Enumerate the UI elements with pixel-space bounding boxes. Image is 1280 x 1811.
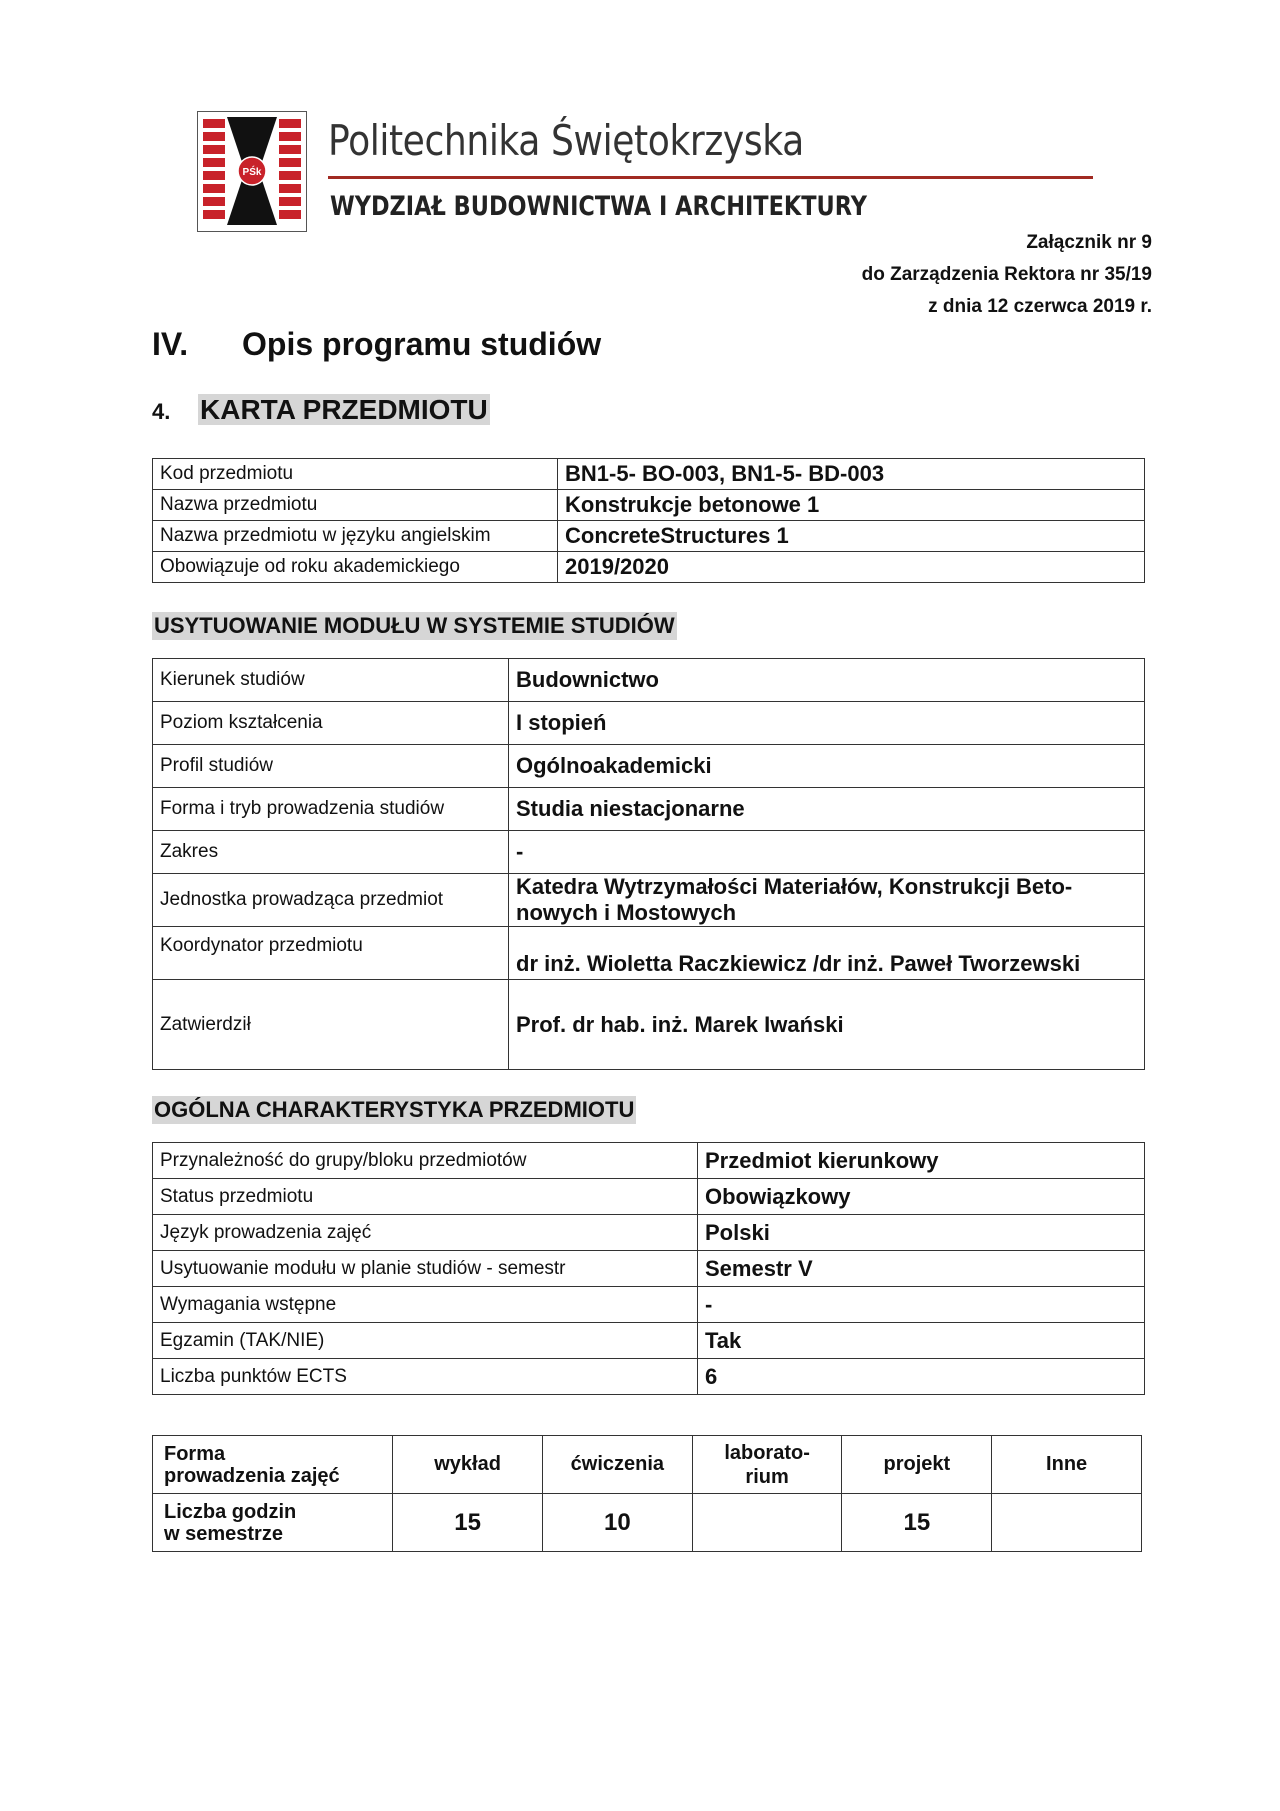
row-label: Egzamin (TAK/NIE) bbox=[153, 1323, 698, 1359]
row-value: Konstrukcje betonowe 1 bbox=[558, 490, 1145, 521]
row-value: dr inż. Wioletta Raczkiewicz /dr inż. Paweł Tworzewski bbox=[509, 927, 1145, 980]
table-row bbox=[153, 1179, 1145, 1215]
row-value: Polski bbox=[698, 1215, 1145, 1251]
hours-table bbox=[152, 1435, 1142, 1552]
annex-line-1: Załącznik nr 9 bbox=[1026, 232, 1152, 253]
row-value: Prof. dr hab. inż. Marek Iwański bbox=[509, 980, 1145, 1070]
row-header-line: Liczba godzin bbox=[164, 1500, 297, 1523]
row-value: Budownictwo bbox=[509, 659, 1145, 702]
row-label: Wymagania wstępne bbox=[153, 1287, 698, 1323]
row-label: Liczba punktów ECTS bbox=[153, 1359, 698, 1395]
hours-cell: 15 bbox=[393, 1494, 543, 1552]
row-value: Tak bbox=[698, 1323, 1145, 1359]
row-label: Zatwierdził bbox=[153, 980, 509, 1070]
row-label: Nazwa przedmiotu w języku angielskim bbox=[153, 521, 558, 552]
row-value: - bbox=[509, 831, 1145, 874]
hours-cell bbox=[692, 1494, 842, 1552]
column-header-line: rium bbox=[745, 1465, 789, 1488]
row-value: Studia niestacjonarne bbox=[509, 788, 1145, 831]
hours-cell bbox=[992, 1494, 1142, 1552]
logo-text: PŚk bbox=[242, 167, 262, 178]
table-row bbox=[153, 745, 1145, 788]
table-row bbox=[153, 927, 1145, 980]
row-label: Zakres bbox=[153, 831, 509, 874]
table-row bbox=[153, 659, 1145, 702]
row-label: Koordynator przedmiotu bbox=[153, 927, 509, 980]
row-value: Ogólnoakademicki bbox=[509, 745, 1145, 788]
row-value-line: nowych i Mostowych bbox=[516, 900, 737, 925]
table-row bbox=[153, 1287, 1145, 1323]
column-header: ćwiczenia bbox=[542, 1436, 692, 1494]
row-label: Kod przedmiotu bbox=[153, 459, 558, 490]
row-value: Przedmiot kierunkowy bbox=[698, 1143, 1145, 1179]
row-value: 2019/2020 bbox=[558, 552, 1145, 583]
placement-table bbox=[152, 658, 1145, 1070]
university-logo bbox=[197, 111, 307, 232]
subsection-title: KARTA PRZEDMIOTU bbox=[200, 394, 488, 425]
column-header: projekt bbox=[842, 1436, 992, 1494]
hours-cell: 15 bbox=[842, 1494, 992, 1552]
row-header bbox=[153, 1436, 393, 1494]
column-header: wykład bbox=[393, 1436, 543, 1494]
row-label: Język prowadzenia zajęć bbox=[153, 1215, 698, 1251]
faculty-name: WYDZIAŁ BUDOWNICTWA I ARCHITEKTURY bbox=[330, 191, 867, 222]
annex-line-2: do Zarządzenia Rektora nr 35/19 bbox=[861, 264, 1152, 285]
table-row bbox=[153, 831, 1145, 874]
table-row bbox=[153, 980, 1145, 1070]
row-header bbox=[153, 1494, 393, 1552]
row-value: - bbox=[698, 1287, 1145, 1323]
row-label: Forma i tryb prowadzenia studiów bbox=[153, 788, 509, 831]
table-row bbox=[153, 1143, 1145, 1179]
row-value: I stopień bbox=[509, 702, 1145, 745]
table-row bbox=[153, 1359, 1145, 1395]
placement-section-title: USYTUOWANIE MODUŁU W SYSTEMIE STUDIÓW bbox=[154, 613, 675, 638]
row-label: Przynależność do grupy/bloku przedmiotów bbox=[153, 1143, 698, 1179]
table-row bbox=[153, 459, 1145, 490]
row-header-line: prowadzenia zajęć bbox=[164, 1464, 340, 1487]
section-title: Opis programu studiów bbox=[242, 326, 602, 362]
row-value: ConcreteStructures 1 bbox=[558, 521, 1145, 552]
hours-cell: 10 bbox=[542, 1494, 692, 1552]
table-row bbox=[153, 1215, 1145, 1251]
table-row bbox=[153, 490, 1145, 521]
column-header-line: laborato- bbox=[724, 1441, 810, 1464]
section-number: IV. bbox=[152, 326, 189, 362]
row-value: Semestr V bbox=[698, 1251, 1145, 1287]
table-header-row bbox=[153, 1436, 1142, 1494]
table-row bbox=[153, 788, 1145, 831]
row-label: Status przedmiotu bbox=[153, 1179, 698, 1215]
row-value: BN1-5- BO-003, BN1-5- BD-003 bbox=[558, 459, 1145, 490]
row-value bbox=[509, 874, 1145, 927]
annex-line-3: z dnia 12 czerwca 2019 r. bbox=[928, 296, 1152, 317]
row-label: Profil studiów bbox=[153, 745, 509, 788]
characteristics-table bbox=[152, 1142, 1145, 1395]
column-header: Inne bbox=[992, 1436, 1142, 1494]
header-rule bbox=[328, 176, 1093, 179]
table-row bbox=[153, 702, 1145, 745]
row-value-line: Katedra Wytrzymałości Materiałów, Konstrukcji Beto- bbox=[516, 874, 1073, 899]
row-label: Nazwa przedmiotu bbox=[153, 490, 558, 521]
section-heading bbox=[152, 326, 601, 363]
table-row bbox=[153, 1494, 1142, 1552]
table-row bbox=[153, 1323, 1145, 1359]
subsection-number: 4. bbox=[152, 399, 171, 424]
row-value: Obowiązkowy bbox=[698, 1179, 1145, 1215]
university-name: Politechnika Świętokrzyska bbox=[328, 116, 804, 165]
table-row bbox=[153, 1251, 1145, 1287]
row-label: Obowiązuje od roku akademickiego bbox=[153, 552, 558, 583]
table-row bbox=[153, 874, 1145, 927]
table-row bbox=[153, 552, 1145, 583]
row-value: 6 bbox=[698, 1359, 1145, 1395]
row-label: Jednostka prowadząca przedmiot bbox=[153, 874, 509, 927]
subsection-heading bbox=[152, 394, 490, 426]
row-label: Usytuowanie modułu w planie studiów - semestr bbox=[153, 1251, 698, 1287]
column-header bbox=[692, 1436, 842, 1494]
row-header-line: Forma bbox=[164, 1442, 226, 1465]
course-info-table bbox=[152, 458, 1145, 583]
row-label: Poziom kształcenia bbox=[153, 702, 509, 745]
characteristics-section-title: OGÓLNA CHARAKTERYSTYKA PRZEDMIOTU bbox=[154, 1097, 635, 1122]
row-label: Kierunek studiów bbox=[153, 659, 509, 702]
row-header-line: w semestrze bbox=[164, 1522, 283, 1545]
table-row bbox=[153, 521, 1145, 552]
